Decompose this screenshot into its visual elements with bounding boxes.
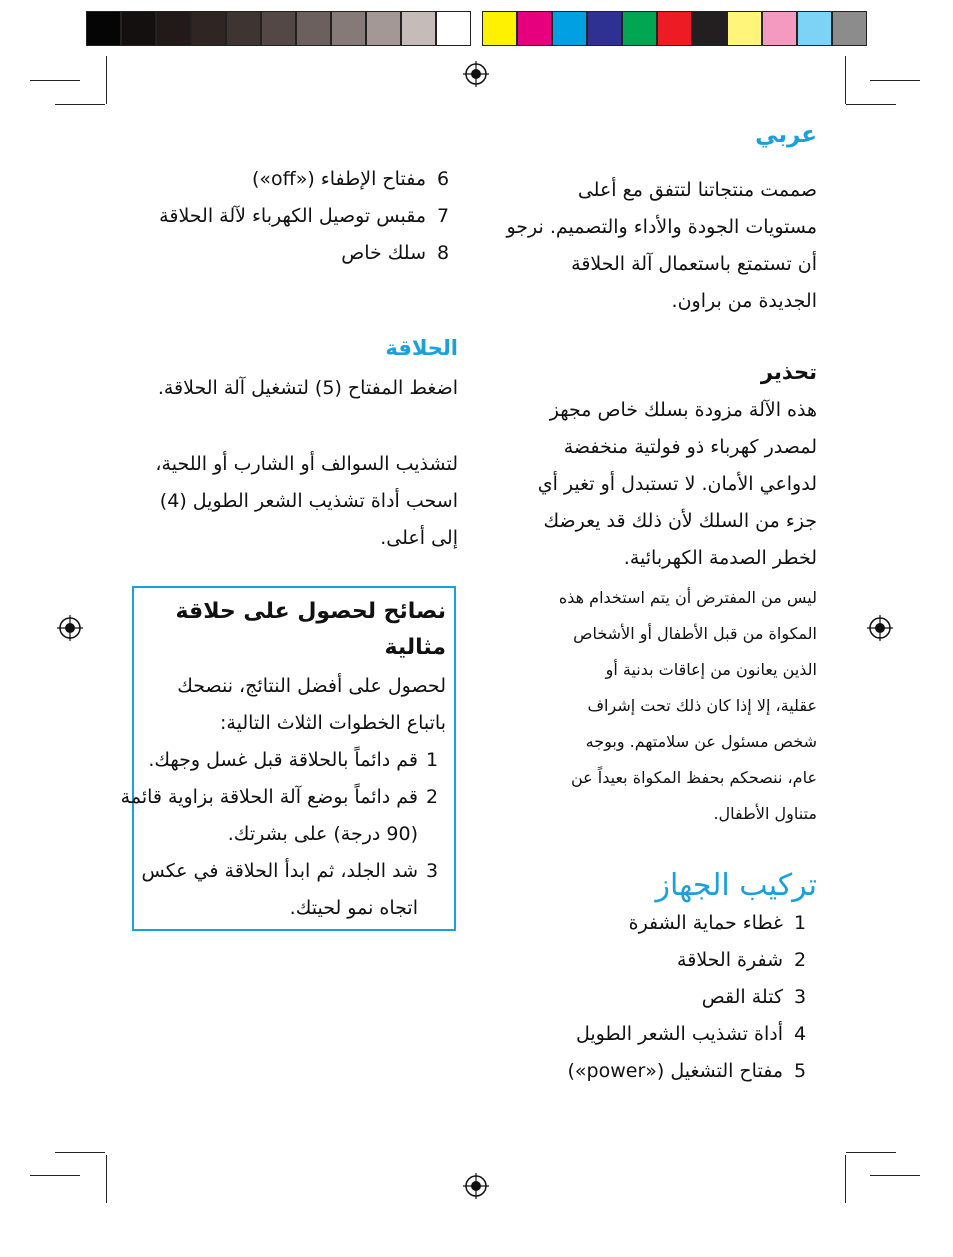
step-number: 3 — [425, 860, 439, 882]
tip-step — [120, 779, 446, 853]
trim-paragraph — [128, 446, 458, 557]
color-swatch — [622, 11, 657, 46]
item-number: 7 — [436, 205, 450, 227]
item-text: أداة تشذيب الشعر الطويل — [575, 1023, 783, 1045]
tips-title-line: نصائح لحصول على حلاقة — [175, 599, 446, 624]
tips-intro-line: لحصول على أفضل النتائج، ننصحك — [177, 675, 446, 697]
list-item — [487, 949, 817, 986]
warning-line: لمصدر كهرباء ذو فولتية منخفضة — [563, 436, 817, 458]
warning-line: لخطر الصدمة الكهربائية. — [623, 547, 817, 569]
intro-line: صممت منتجاتنا لتتفق مع أعلى — [577, 179, 817, 201]
step-number: 1 — [425, 749, 439, 771]
list-item — [487, 986, 817, 1023]
children-line: شخص مسئول عن سلامتهم. وبوجه — [585, 732, 817, 751]
tip-step — [134, 742, 446, 779]
step-line: اتجاه نمو لحيتك. — [289, 897, 418, 919]
color-swatch — [191, 11, 226, 46]
color-swatch — [727, 11, 762, 46]
step-line: قم دائماً بالحلاقة قبل غسل وجهك. — [148, 749, 418, 771]
color-swatch — [692, 11, 727, 46]
item-text: كتلة القص — [701, 986, 783, 1008]
item-text: مفتاح التشغيل («power») — [567, 1060, 783, 1082]
item-number: 4 — [793, 1023, 807, 1045]
item-number: 3 — [793, 986, 807, 1008]
list-item — [120, 242, 460, 279]
color-swatch — [331, 11, 366, 46]
children-warning-paragraph — [487, 580, 817, 832]
intro-line: أن تستمتع باستعمال آلة الحلاقة — [571, 253, 817, 275]
color-swatch — [482, 11, 517, 46]
tips-intro — [136, 668, 446, 742]
color-swatch — [366, 11, 401, 46]
language-label: عربي — [755, 122, 817, 148]
step-line: قم دائماً بوضع آلة الحلاقة بزاوية قائمة — [120, 786, 418, 808]
children-line: المكواة من قبل الأطفال أو الأشخاص — [573, 624, 817, 643]
intro-paragraph — [487, 172, 817, 320]
color-swatch — [517, 11, 552, 46]
step-number: 2 — [425, 786, 439, 808]
children-line: ليس من المفترض أن يتم استخدام هذه — [558, 588, 817, 607]
color-swatch — [587, 11, 622, 46]
color-swatch — [436, 11, 471, 46]
warning-heading: تحذير — [760, 360, 817, 384]
warning-line: جزء من السلك لأن ذلك قد يعرضك — [543, 510, 817, 532]
color-swatch — [261, 11, 296, 46]
color-swatch — [657, 11, 692, 46]
item-number: 6 — [436, 168, 450, 190]
list-item — [487, 1060, 817, 1097]
shaving-text: اضغط المفتاح (5) لتشغيل آلة الحلاقة. — [157, 377, 458, 399]
tips-title — [175, 594, 446, 666]
item-number: 8 — [436, 242, 450, 264]
warning-line: لدواعي الأمان. لا تستبدل أو تغير أي — [537, 473, 817, 495]
color-swatch — [832, 11, 867, 46]
color-swatch — [226, 11, 261, 46]
registration-mark-icon — [463, 61, 489, 87]
trim-line: إلى أعلى. — [380, 527, 458, 549]
registration-mark-icon — [57, 615, 83, 641]
children-line: الذين يعانون من إعاقات بدنية أو — [605, 660, 817, 679]
list-item — [120, 168, 460, 205]
tips-intro-line: باتباع الخطوات الثلاث التالية: — [220, 712, 446, 734]
shaving-heading: الحلاقة — [385, 336, 458, 360]
tips-box — [120, 586, 456, 931]
assembly-heading: تركيب الجهاز — [655, 868, 817, 903]
item-text: مقبس توصيل الكهرباء لآلة الحلاقة — [159, 205, 426, 227]
color-swatch — [86, 11, 121, 46]
parts-list — [487, 912, 817, 1097]
trim-line: لتشذيب السوالف أو الشارب أو اللحية، — [155, 453, 458, 475]
warning-line: هذه الآلة مزودة بسلك خاص مجهز — [549, 399, 817, 421]
color-swatch — [296, 11, 331, 46]
intro-line: مستويات الجودة والأداء والتصميم. نرجو — [506, 216, 817, 238]
registration-mark-icon — [867, 615, 893, 641]
list-item — [487, 1023, 817, 1060]
color-swatch — [762, 11, 797, 46]
item-text: شفرة الحلاقة — [677, 949, 783, 971]
color-swatch — [401, 11, 436, 46]
tip-step — [134, 853, 446, 927]
tips-steps — [120, 742, 446, 927]
color-swatch — [797, 11, 832, 46]
item-number: 5 — [793, 1060, 807, 1082]
warning-paragraph — [487, 392, 817, 577]
item-text: غطاء حماية الشفرة — [628, 912, 783, 934]
item-number: 2 — [793, 949, 807, 971]
item-text: سلك خاص — [341, 242, 426, 264]
intro-line: الجديدة من براون. — [671, 290, 817, 312]
parts-list-continued — [120, 168, 460, 279]
color-swatch — [121, 11, 156, 46]
children-line: عقلية، إلا إذا كان ذلك تحت إشراف — [587, 696, 817, 715]
step-line: (90 درجة) على بشرتك. — [227, 823, 418, 845]
tips-title-line: مثالية — [384, 635, 446, 660]
children-line: متناول الأطفال. — [713, 804, 817, 823]
registration-mark-icon — [463, 1173, 489, 1199]
list-item — [487, 912, 817, 949]
item-number: 1 — [793, 912, 807, 934]
step-line: شد الجلد، ثم ابدأ الحلاقة في عكس — [141, 860, 418, 882]
children-line: عام، ننصحكم بحفظ المكواة بعيداً عن — [570, 768, 817, 787]
item-text: مفتاح الإطفاء («off») — [251, 168, 426, 190]
color-swatch — [552, 11, 587, 46]
color-swatch — [156, 11, 191, 46]
list-item — [120, 205, 460, 242]
trim-line: اسحب أداة تشذيب الشعر الطويل (4) — [159, 490, 458, 512]
